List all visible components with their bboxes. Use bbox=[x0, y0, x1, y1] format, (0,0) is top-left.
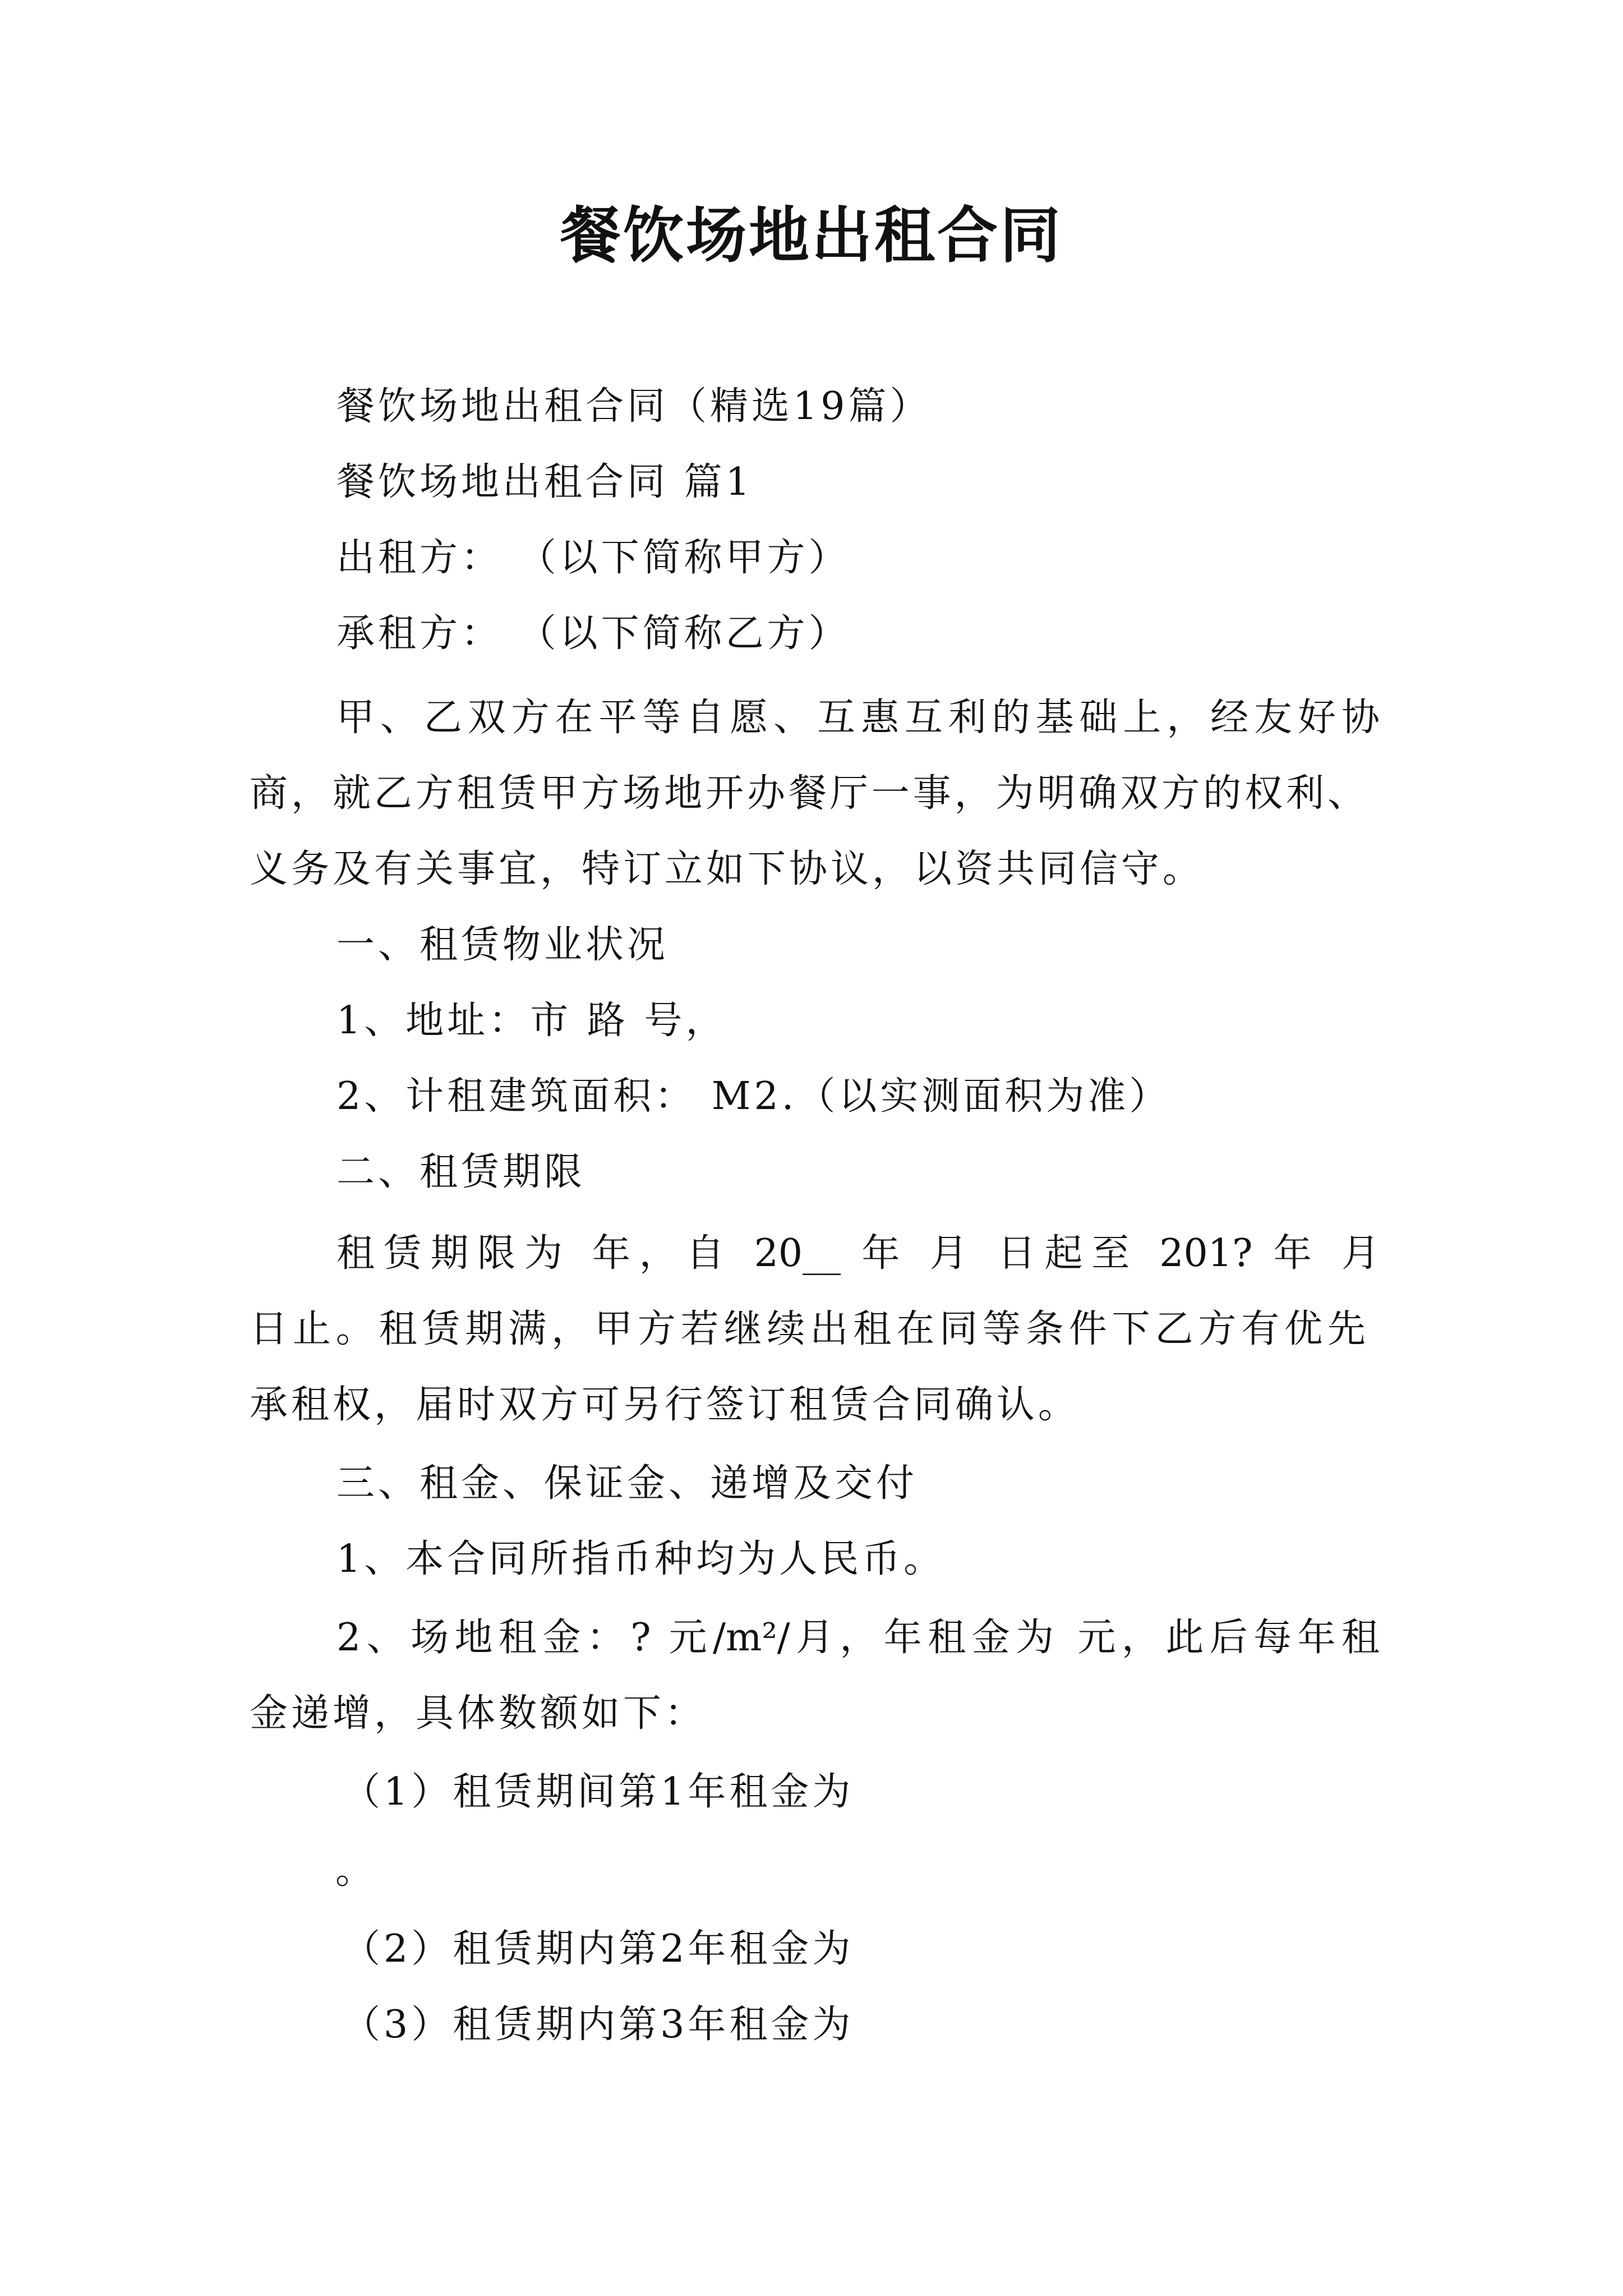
rent-item: （1）租赁期间第1年租金为 bbox=[342, 1770, 854, 1814]
clause-heading: 三、租金、保证金、递增及交付 bbox=[336, 1461, 918, 1506]
clause-item: 1、地址：市 路 号， bbox=[336, 999, 727, 1043]
clause-item: 1、本合同所指币种均为人民币。 bbox=[336, 1537, 946, 1581]
paragraph-line: 金递增，具体数额如下： bbox=[250, 1691, 707, 1736]
lessee-line: 承租方： （以下简称乙方） bbox=[336, 611, 850, 656]
rent-item: （3）租赁期内第3年租金为 bbox=[342, 2003, 854, 2047]
clause-heading: 一、租赁物业状况 bbox=[336, 923, 669, 967]
subtitle-line: 餐饮场地出租合同（精选19篇） bbox=[336, 384, 932, 429]
paragraph-line: 2、场地租金：? 元/m²/月，年租金为 元，此后每年租 bbox=[336, 1616, 1380, 1660]
document-title: 餐饮场地出租合同 bbox=[560, 200, 1063, 271]
paragraph-line: 租赁期限为 年，自 20__ 年 月 日起至 201? 年 月 bbox=[336, 1231, 1380, 1276]
clause-heading: 二、租赁期限 bbox=[336, 1150, 586, 1194]
paragraph-line: 义务及有关事宜，特订立如下协议，以资共同信守。 bbox=[250, 847, 1205, 891]
lessor-line: 出租方： （以下简称甲方） bbox=[336, 536, 850, 580]
paragraph-line: 甲、乙双方在平等自愿、互惠互利的基础上，经友好协 bbox=[336, 696, 1380, 740]
paragraph-line: 日止。租赁期满，甲方若继续出租在同等条件下乙方有优先 bbox=[250, 1307, 1366, 1351]
section-heading: 餐饮场地出租合同 篇1 bbox=[336, 460, 753, 504]
paragraph-line: 商，就乙方租赁甲方场地开办餐厅一事，为明确双方的权利、 bbox=[250, 771, 1366, 816]
paragraph-line: 承租权，届时双方可另行签订租赁合同确认。 bbox=[250, 1383, 1080, 1427]
clause-item: 2、计租建筑面积： M2.（以实测面积为准） bbox=[336, 1074, 1171, 1119]
rent-item: （2）租赁期内第2年租金为 bbox=[342, 1927, 854, 1971]
rent-item-end: 。 bbox=[335, 1848, 377, 1893]
